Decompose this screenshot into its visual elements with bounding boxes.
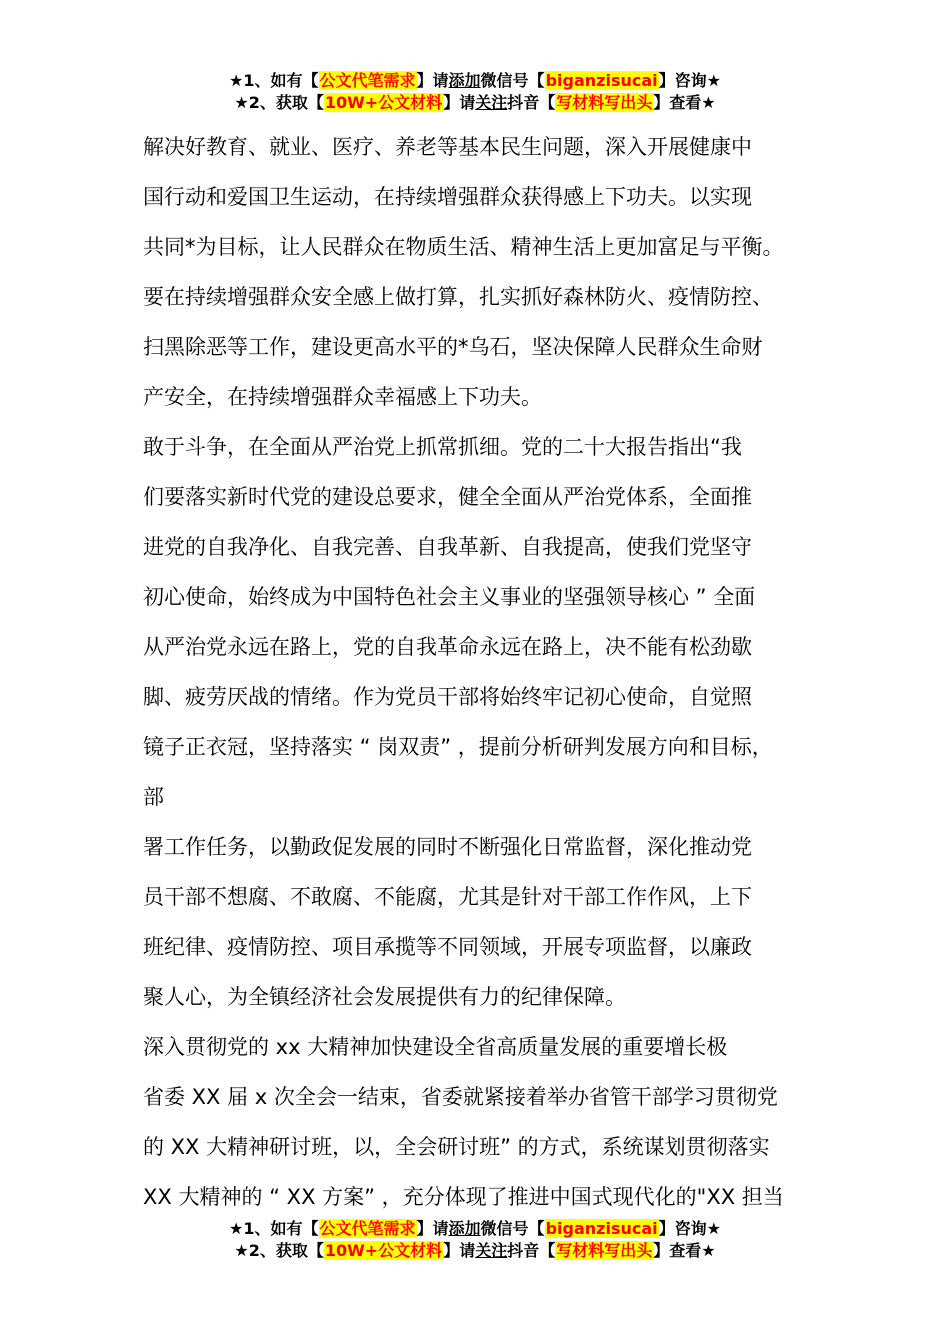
banner-line-2: ★2、获取【10W+公文材料】请关注抖音【写材料写出头】查看★ [234,1241,716,1260]
body-line: XX 大精神的 “ XX 方案” ，充分体现了推进中国式现代化的"XX 担当 [143,1185,784,1209]
highlight-douyin-account: 写材料写出头 [556,93,653,112]
body-line: 扫黑除恶等工作，建设更高水平的*乌石，坚决保障人民群众生命财 [143,335,763,359]
body-line: 署工作任务，以勤政促发展的同时不断强化日常监督，深化推动党 [143,835,752,859]
highlight-materials: 10W+公文材料 [324,1241,443,1260]
header-banner [0,70,950,114]
section-heading: 深入贯彻党的 xx 大精神加快建设全省高质量发展的重要增长极 [143,1035,728,1059]
body-line: 从严治党永远在路上，党的自我革命永远在路上，决不能有松劲歇 [143,635,752,659]
highlight-service: 公文代笔需求 [319,1219,416,1238]
banner-line-1: ★1、如有【公文代笔需求】请添加微信号【biganzisucai】咨询★ [229,1219,721,1238]
body-line: 班纪律、疫情防控、项目承揽等不同领域，开展专项监督，以廉政 [143,935,752,959]
body-line: 解决好教育、就业、医疗、养老等基本民生问题，深入开展健康中 [143,135,752,159]
body-line: 进党的自我净化、自我完善、自我革新、自我提高，使我们党坚守 [143,535,752,559]
body-line: 聚人心，为全镇经济社会发展提供有力的纪律保障。 [143,985,626,1009]
highlight-douyin-account: 写材料写出头 [556,1241,653,1260]
footer-banner [0,1218,950,1262]
body-line: 镜子正衣冠，坚持落实 “ 岗双责” ，提前分析研判发展方向和目标， [143,735,773,759]
body-line: 国行动和爱国卫生运动，在持续增强群众获得感上下功夫。以实现 [143,185,752,209]
highlight-materials: 10W+公文材料 [324,93,443,112]
body-line: 们要落实新时代党的建设总要求，健全全面从严治党体系，全面推 [143,485,752,509]
banner-line-2: ★2、获取【10W+公文材料】请关注抖音【写材料写出头】查看★ [234,93,716,112]
body-line: 要在持续增强群众安全感上做打算，扎实抓好森林防火、疫情防控、 [143,285,773,309]
body-line: 员干部不想腐、不敢腐、不能腐，尤其是针对干部工作作风，上下 [143,885,752,909]
body-line: 共同*为目标，让人民群众在物质生活、精神生活上更加富足与平衡。 [143,235,784,259]
highlight-wechat-id: biganzisucai [545,1219,658,1238]
body-line: 敢于斗争，在全面从严治党上抓常抓细。党的二十大报告指出“我 [143,435,742,459]
body-line: 脚、疲劳厌战的情绪。作为党员干部将始终牢记初心使命，自觉照 [143,685,752,709]
document-body [143,122,843,1222]
body-line: 产安全，在持续增强群众幸福感上下功夫。 [143,385,542,409]
body-line: 的 XX 大精神研讨班，以，全会研讨班” 的方式，系统谋划贯彻落实 [143,1135,770,1159]
body-line: 部 [143,785,164,809]
highlight-service: 公文代笔需求 [319,71,416,90]
highlight-wechat-id: biganzisucai [545,71,658,90]
body-line: 初心使命，始终成为中国特色社会主义事业的坚强领导核心 ” 全面 [143,585,756,609]
banner-line-1: ★1、如有【公文代笔需求】请添加微信号【biganzisucai】咨询★ [229,71,721,90]
body-line: 省委 XX 届 x 次全会一结束，省委就紧接着举办省管干部学习贯彻党 [143,1085,778,1109]
